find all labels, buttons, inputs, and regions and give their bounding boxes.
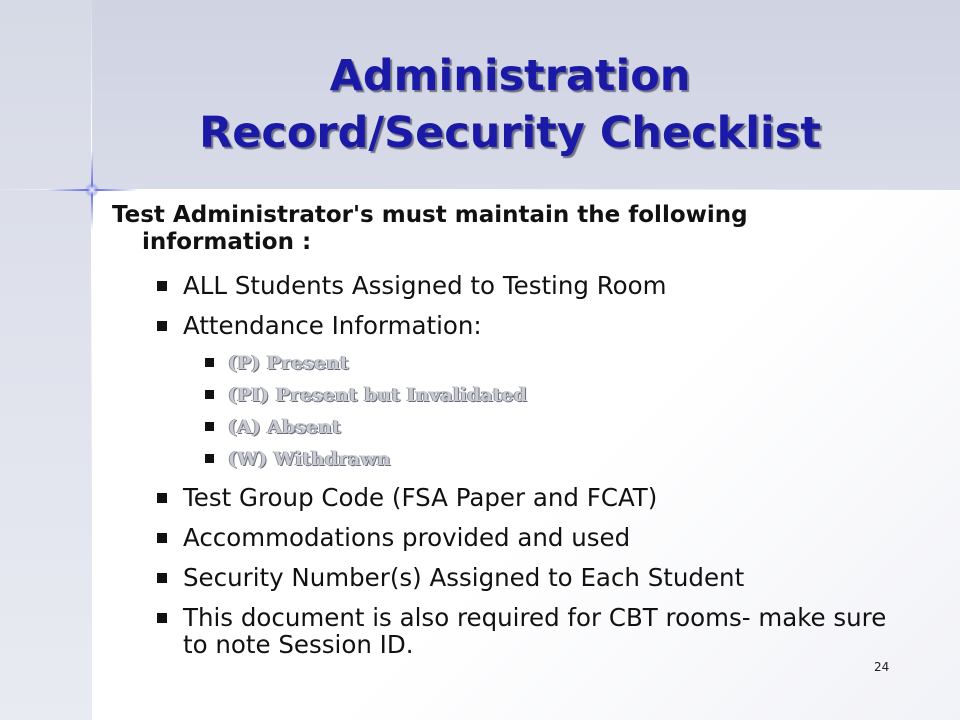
list-item-cbt-rooms	[112, 604, 892, 658]
attendance-code-label: (PI) Present but Invalidated	[228, 384, 527, 406]
list-item-label: Accommodations provided and used	[183, 523, 631, 552]
list-item-attendance	[112, 312, 892, 339]
square-bullet-icon	[157, 321, 167, 331]
list-item-accommodations	[112, 524, 892, 551]
list-item-students-assigned	[112, 272, 892, 299]
list-item-label: Test Group Code (FSA Paper and FCAT)	[183, 483, 658, 512]
list-item-label: Attendance Information:	[183, 311, 482, 340]
square-bullet-icon	[205, 390, 214, 399]
square-bullet-icon	[157, 613, 167, 623]
slide-number: 24	[874, 660, 890, 674]
slide-title-line-1: Administration	[329, 51, 691, 101]
requirements-list-continued	[112, 484, 892, 658]
attendance-code-present	[112, 352, 892, 374]
attendance-code-label: (W) Withdrawn	[228, 448, 391, 470]
square-bullet-icon	[205, 422, 214, 431]
sparkle-icon	[85, 183, 99, 197]
square-bullet-icon	[157, 281, 167, 291]
square-bullet-icon	[157, 533, 167, 543]
list-item-label: ALL Students Assigned to Testing Room	[183, 271, 667, 300]
attendance-codes-list	[112, 352, 892, 470]
square-bullet-icon	[205, 454, 214, 463]
attendance-code-absent	[112, 416, 892, 438]
slide-title	[100, 48, 920, 162]
horizontal-accent-line	[0, 189, 960, 190]
list-item-security-numbers	[112, 564, 892, 591]
slide-title-line-2: Record/Security Checklist	[199, 108, 821, 158]
attendance-code-present-invalidated	[112, 384, 892, 406]
left-background-band	[0, 0, 92, 720]
square-bullet-icon	[205, 358, 214, 367]
attendance-code-withdrawn	[112, 448, 892, 470]
list-item-label: Security Number(s) Assigned to Each Student	[183, 563, 745, 592]
list-item-label: This document is also required for CBT rooms- make sure to note Session ID.	[183, 603, 887, 659]
slide-body	[112, 202, 892, 671]
attendance-code-label: (P) Present	[228, 352, 349, 374]
requirements-list	[112, 272, 892, 339]
vertical-accent-line	[91, 0, 92, 720]
square-bullet-icon	[157, 493, 167, 503]
list-item-test-group-code	[112, 484, 892, 511]
attendance-code-label: (A) Absent	[228, 416, 341, 438]
intro-text: Test Administrator's must maintain the following information :	[112, 202, 748, 255]
square-bullet-icon	[157, 573, 167, 583]
